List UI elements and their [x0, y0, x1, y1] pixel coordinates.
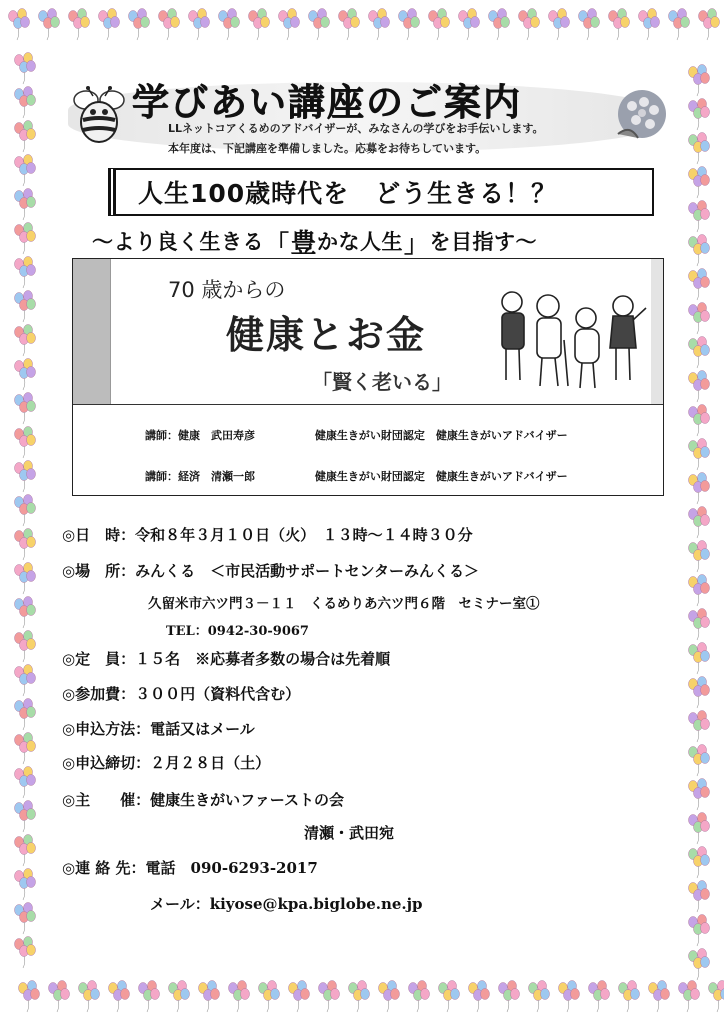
balloon-icon [79, 981, 100, 1013]
event-audience: 70 歳からの [168, 278, 286, 302]
lecturer-credentials: 健康生きがい財団認定 健康生きがいアドバイザー [314, 429, 568, 442]
detail-capacity [62, 648, 390, 669]
balloon-icon [129, 9, 150, 41]
balloon-icon [15, 87, 36, 119]
balloon-icon [689, 303, 710, 335]
balloon-icon [229, 981, 250, 1013]
balloon-icon [689, 65, 710, 97]
intro-text: 本年度は、下記講座を準備しました。応募をお待ちしています。 [168, 142, 487, 155]
balloon-icon [109, 981, 130, 1013]
balloon-icon [309, 9, 330, 41]
balloon-icon [15, 121, 36, 153]
balloon-icon [689, 473, 710, 505]
balloon-icon [579, 9, 600, 41]
lecturer-credentials: 健康生きがい財団認定 健康生きがいアドバイザー [314, 470, 568, 483]
subtitle: 人生100歳時代を どう生きる！？ [138, 179, 558, 208]
page-title: 学びあい講座のご案内 [132, 81, 522, 124]
balloon-icon [279, 9, 300, 41]
detail-value: １５名 ※応募者多数の場合は先着順 [135, 650, 391, 668]
balloon-border-left [0, 40, 52, 980]
seniors-illustration [490, 284, 650, 392]
balloon-icon [529, 981, 550, 1013]
bee-icon [64, 86, 134, 148]
detail-label: ◎申込方法： [62, 720, 151, 738]
balloon-icon [159, 9, 180, 41]
balloon-icon [15, 53, 36, 85]
balloon-icon [519, 9, 540, 41]
balloon-icon [689, 269, 710, 301]
detail-label: ◎場 所： [62, 562, 136, 580]
balloon-icon [15, 903, 36, 935]
balloon-icon [15, 699, 36, 731]
detail-value: みんくる ＜市民活動サポートセンターみんくる＞ [135, 562, 480, 580]
balloon-icon [459, 9, 480, 41]
balloon-border-top [0, 0, 724, 50]
lecturer-name: 講師：健康 武田寿彦 [145, 429, 255, 442]
panel-side-bar [651, 259, 663, 404]
balloon-icon [15, 835, 36, 867]
detail-datetime [62, 524, 473, 545]
detail-value: ２月２８日（土） [150, 754, 271, 772]
balloon-icon [189, 9, 210, 41]
balloon-icon [15, 869, 36, 901]
detail-organizer [62, 789, 344, 810]
balloon-icon [259, 981, 280, 1013]
balloon-icon [689, 915, 710, 947]
tagline-emphasis: 豊 [290, 228, 318, 259]
balloon-icon [589, 981, 610, 1013]
detail-organizer-names: 清瀬・武田宛 [304, 824, 395, 842]
balloon-icon [689, 235, 710, 267]
balloon-icon [39, 9, 60, 41]
balloon-icon [689, 779, 710, 811]
detail-value: 令和８年３月１０日（火） １３時～１４時３０分 [135, 526, 473, 544]
balloon-icon [689, 507, 710, 539]
balloon-icon [15, 155, 36, 187]
balloon-icon [689, 133, 710, 165]
lecturer-row [145, 468, 568, 484]
balloon-icon [499, 981, 520, 1013]
lecturer-name: 講師：経済 清瀬一郎 [145, 470, 255, 483]
panel-side-bar [73, 259, 111, 404]
balloon-border-right [672, 40, 724, 980]
balloon-icon [15, 767, 36, 799]
detail-label: ◎日 時： [62, 526, 136, 544]
balloon-icon [689, 745, 710, 777]
balloon-icon [15, 665, 36, 697]
balloon-icon [689, 609, 710, 641]
tagline [92, 224, 652, 258]
detail-email: メール：kiyose@kpa.biglobe.ne.jp [150, 895, 423, 913]
balloon-icon [339, 9, 360, 41]
balloon-icon [99, 9, 120, 41]
balloon-icon [15, 189, 36, 221]
balloon-icon [379, 981, 400, 1013]
balloon-icon [639, 9, 660, 41]
balloon-icon [689, 813, 710, 845]
detail-contact [62, 857, 318, 878]
balloon-icon [619, 981, 640, 1013]
detail-label: ◎定 員： [62, 650, 136, 668]
balloon-icon [609, 9, 630, 41]
tagline-part: を目指す～ [429, 230, 538, 254]
tagline-bracket: 」 [404, 229, 429, 258]
divider [73, 404, 663, 405]
detail-label: ◎連 絡 先： [62, 859, 146, 877]
balloon-icon [689, 643, 710, 675]
balloon-icon [669, 9, 690, 41]
balloon-icon [9, 9, 30, 41]
balloon-icon [689, 949, 710, 981]
detail-venue [62, 560, 479, 581]
subtitle-box [108, 168, 654, 216]
balloon-icon [689, 201, 710, 233]
balloon-icon [689, 439, 710, 471]
balloon-icon [15, 801, 36, 833]
balloon-icon [709, 981, 724, 1013]
balloon-icon [489, 9, 510, 41]
balloon-icon [439, 981, 460, 1013]
balloon-border-bottom [0, 968, 724, 1024]
balloon-icon [689, 541, 710, 573]
detail-tel: TEL：0942-30-9067 [166, 624, 309, 639]
balloon-icon [689, 677, 710, 709]
detail-value: 電話 090-6293-2017 [145, 859, 318, 877]
balloon-icon [15, 495, 36, 527]
balloon-icon [15, 427, 36, 459]
balloon-icon [69, 9, 90, 41]
balloon-icon [289, 981, 310, 1013]
balloon-icon [15, 529, 36, 561]
tagline-part: かな人生 [317, 230, 404, 254]
balloon-icon [219, 9, 240, 41]
balloon-icon [249, 9, 270, 41]
balloon-icon [469, 981, 490, 1013]
detail-method [62, 718, 255, 739]
balloon-icon [559, 981, 580, 1013]
balloon-icon [689, 575, 710, 607]
balloon-icon [15, 733, 36, 765]
balloon-icon [169, 981, 190, 1013]
event-tagline: 「賢く老いる」 [312, 370, 452, 394]
balloon-icon [409, 981, 430, 1013]
detail-address: 久留米市六ツ門３－１１ くるめりあ六ツ門６階 セミナー室① [148, 596, 540, 612]
balloon-icon [369, 9, 390, 41]
balloon-icon [15, 223, 36, 255]
balloon-icon [549, 9, 570, 41]
balloon-icon [15, 631, 36, 663]
tagline-part: ～より良く生きる [92, 230, 264, 254]
balloon-icon [139, 981, 160, 1013]
balloon-icon [429, 9, 450, 41]
balloon-icon [15, 937, 36, 969]
detail-value: ３００円（資料代含む） [135, 685, 301, 703]
balloon-icon [689, 881, 710, 913]
tagline-bracket: 「 [265, 229, 290, 258]
detail-value: 健康生きがいファーストの会 [150, 791, 345, 809]
balloon-icon [19, 981, 40, 1013]
balloon-icon [689, 337, 710, 369]
balloon-icon [15, 563, 36, 595]
balloon-icon [15, 461, 36, 493]
balloon-icon [649, 981, 670, 1013]
balloon-icon [15, 359, 36, 391]
intro-text: LLネットコアくるめのアドバイザーが、みなさんの学びをお手伝いします。 [168, 122, 544, 135]
event-title: 健康とお金 [226, 313, 427, 357]
detail-fee [62, 683, 300, 704]
balloon-icon [319, 981, 340, 1013]
lecturer-row [145, 427, 568, 443]
balloon-icon [689, 405, 710, 437]
balloon-icon [15, 597, 36, 629]
balloon-icon [15, 393, 36, 425]
balloon-icon [699, 9, 720, 41]
detail-label: ◎参加費： [62, 685, 136, 703]
balloon-icon [399, 9, 420, 41]
balloon-icon [689, 847, 710, 879]
detail-deadline [62, 752, 270, 773]
balloon-icon [689, 99, 710, 131]
balloon-icon [49, 981, 70, 1013]
balloon-icon [15, 257, 36, 289]
balloon-icon [15, 291, 36, 323]
balloon-icon [689, 711, 710, 743]
detail-label: ◎申込締切： [62, 754, 151, 772]
detail-value: 電話又はメール [150, 720, 255, 738]
detail-label: ◎主 催： [62, 791, 151, 809]
balloon-icon [679, 981, 700, 1013]
balloon-icon [689, 167, 710, 199]
balloon-icon [349, 981, 370, 1013]
balloon-icon [689, 371, 710, 403]
balloon-icon [199, 981, 220, 1013]
balloon-icon [15, 325, 36, 357]
